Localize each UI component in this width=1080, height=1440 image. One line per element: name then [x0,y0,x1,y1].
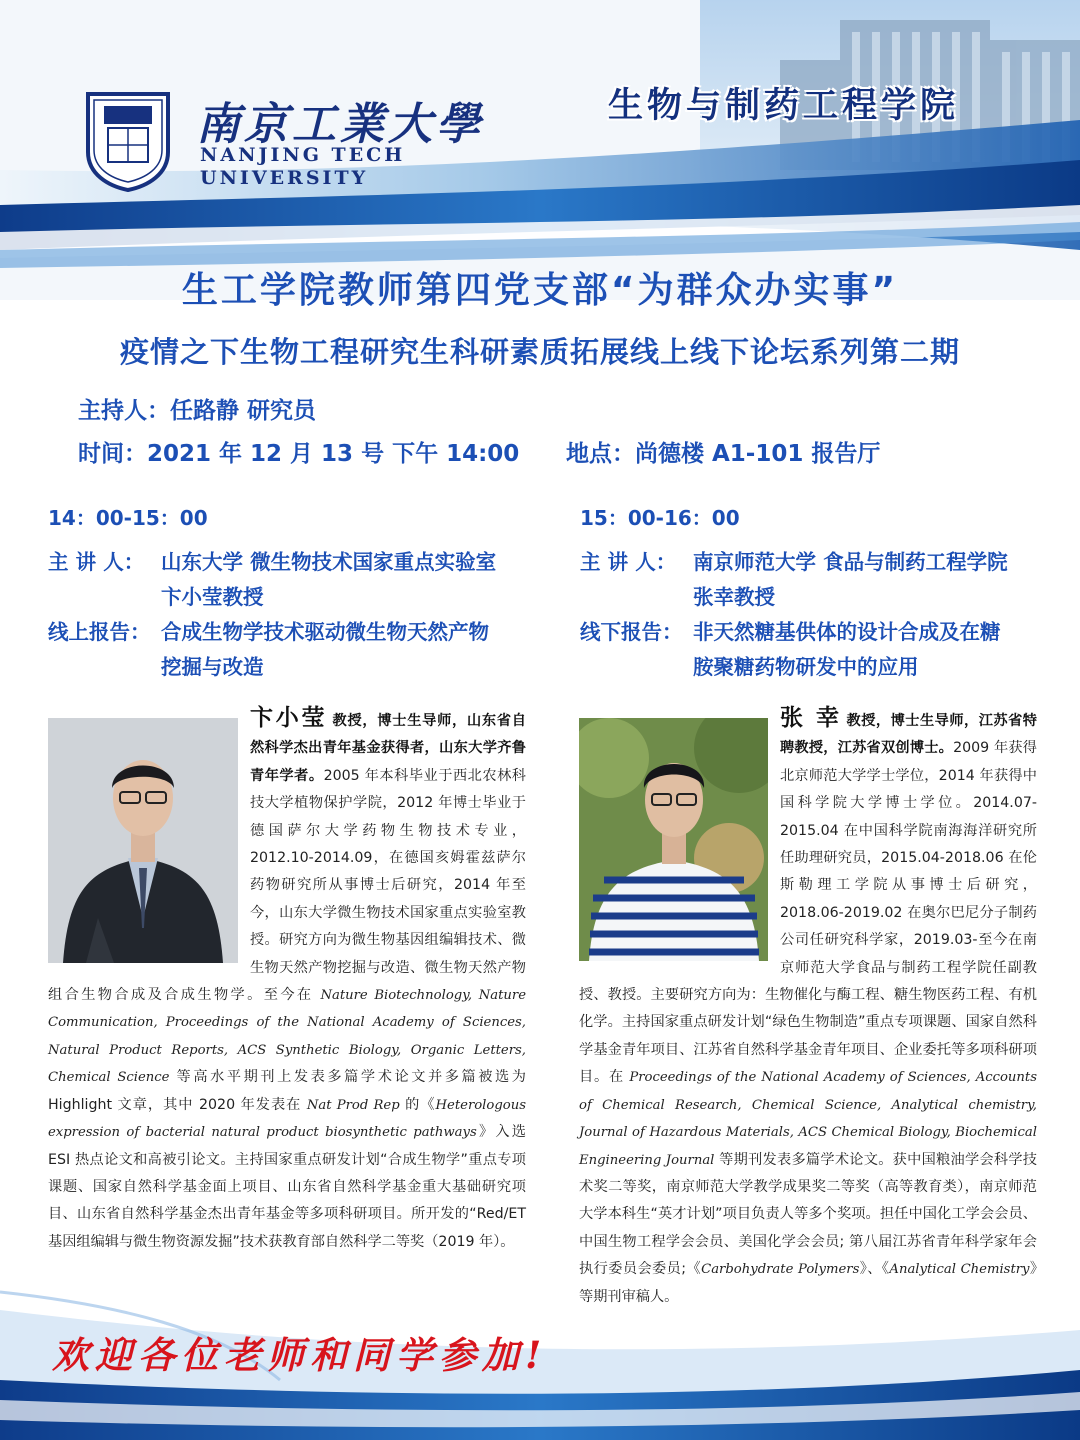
portrait-image-icon [48,718,238,963]
speaker-bio-left [48,705,526,1256]
speaker-name: 张 幸 [780,705,842,731]
journal-name: Nat Prod Rep [306,1097,400,1113]
report-value: 非天然糖基供体的设计合成及在糖 胺聚糖药物研发中的应用 [693,620,1001,679]
portrait-image-icon [579,718,768,961]
event-subtitle: 疫情之下生物工程研究生科研素质拓展线上线下论坛系列第二期 [119,335,960,369]
report-row [48,615,538,685]
speaker-title: 教授，博士生导师，山东省自然科学杰出青年基金获得者，山东大学齐鲁青年学者。 [250,713,526,784]
speaker-label: 主 讲 人： [580,550,677,574]
session-right [580,505,1040,685]
session-left [48,505,538,685]
bio-text: 等期刊发表多篇学术论文。获中国粮油学会科学技术奖二等奖，南京师范大学教学成果奖二等奖（高等教育类），南京师范大学本科生“英才计划”项目负责人等多个奖项。担任中国化工学会会员、中国生物工程学会会员、美国化学会会员; 第八届江苏省青年科学家年会执行委员会委员;《 [579,1151,1037,1278]
speaker-title: 教授，博士生导师，江苏省特聘教授，江苏省双创博士。 [780,713,1037,757]
paper-title: Heterologous expression of bacterial natural product biosynthetic pathways [48,1097,526,1141]
speaker-photo-right [579,718,768,961]
university-name-en: NANJING TECH UNIVERSITY [200,144,406,189]
journal-name: Carbohydrate Polymers [701,1262,860,1278]
report-row [580,615,1040,685]
bio-text: 2009 年获得北京师范大学学士学位，2014 年获得中国科学院大学博士学位。2014.07-2015.04 在中国科学院南海海洋研究所任助理研究员，2015.04-2018.06 在伦斯勒理工学院从事博士后研究，2018.06-2019.02 在奥尔巴尼分子制药公司任研究科学家，2019.03-至今在南京师范大学食品与制药工程学院任副教授、教授。主要研究方向为：生物催化与酶工程、糖生物医药工程、有机化学。主持国家重点研发计划“绿色生物制造”重点专项课题、国家自然科学基金青年项目、江苏省自然科学基金青年项目、企业委托等多项科研项目。在 [579,740,1037,1086]
journal-name: Analytical Chemistry [889,1262,1030,1278]
host-info: 主持人：任路静 研究员 [78,398,317,424]
session-time: 14：00-15：00 [48,506,208,530]
bio-text: 》入选 ESI 热点论文和高被引论文。主持国家重点研发计划“合成生物学”重点专项课题、国家自然科学基金面上项目、山东省自然科学基金重大基础研究项目、山东省自然科学基金杰出青年基金等多项科研项目。所开发的“Red/ET 基因组编辑与微生物资源发掘”技术获教育部自然科学二等奖（2019 年）。 [48,1124,526,1250]
university-logo [84,88,484,198]
speaker-name: 卞小莹 [250,705,328,731]
report-label: 线下报告： [580,620,683,644]
speaker-row [48,545,538,615]
welcome-message: 欢迎各位老师和同学参加! [52,1333,548,1377]
speaker-bio-right [579,705,1037,1311]
speaker-label: 主 讲 人： [48,550,145,574]
speaker-value: 山东大学 微生物技术国家重点实验室 卞小莹教授 [161,550,497,609]
bio-text: 的《 [399,1096,436,1113]
session-time: 15：00-16：00 [580,506,740,530]
bio-text: 》等期刊审稿人。 [579,1261,1038,1305]
place-info: 地点：尚德楼 A1-101 报告厅 [566,441,881,467]
bio-text: 2005 年本科毕业于西北农林科技大学植物保护学院，2012 年博士毕业于德国萨尔大学药物生物技术专业，2012.10-2014.09，在德国亥姆霍兹萨尔药物研究所从事博士后研究，2014 年至今，山东大学微生物技术国家重点实验室教授。研究方向为微生物基因组编辑技术、微生物天然产物挖掘与改造、微生物天然产物组合生物合成及合成生物学。至今在 [48,767,526,1004]
speaker-row [580,545,1040,615]
bio-text: 》、《 [859,1261,890,1278]
school-name: 生物与制药工程学院 [608,86,960,126]
time-info: 时间：2021 年 12 月 13 号 下午 14:00 [78,441,520,467]
event-title: 生工学院教师第四党支部“为群众办实事” [181,270,899,311]
report-label: 线上报告： [48,620,151,644]
speaker-photo-left [48,718,238,963]
university-name-cn: 南京工業大學 [196,99,484,150]
journal-list: Nature Biotechnology, Nature Communication, Proceedings of the National Academy of Sciences, Natural Product Reports, ACS Synthetic Biology, Organic Letters, Chemical Science [48,988,526,1086]
journal-list: Proceedings of the National Academy of Sciences, Accounts of Chemical Research, Chemical Science, Analytical chemistry, Journal of Hazardous Materials, ACS Chemical Biology, Biochemical Engineering Journal [579,1070,1037,1168]
university-seal-icon [84,90,172,192]
report-value: 合成生物学技术驱动微生物天然产物 挖掘与改造 [161,620,489,679]
speaker-value: 南京师范大学 食品与制药工程学院 张幸教授 [693,550,1008,609]
bio-text: 等高水平期刊上发表多篇学术论文并多篇被选为 Highlight 文章，其中 2020 年发表在 [48,1069,526,1113]
